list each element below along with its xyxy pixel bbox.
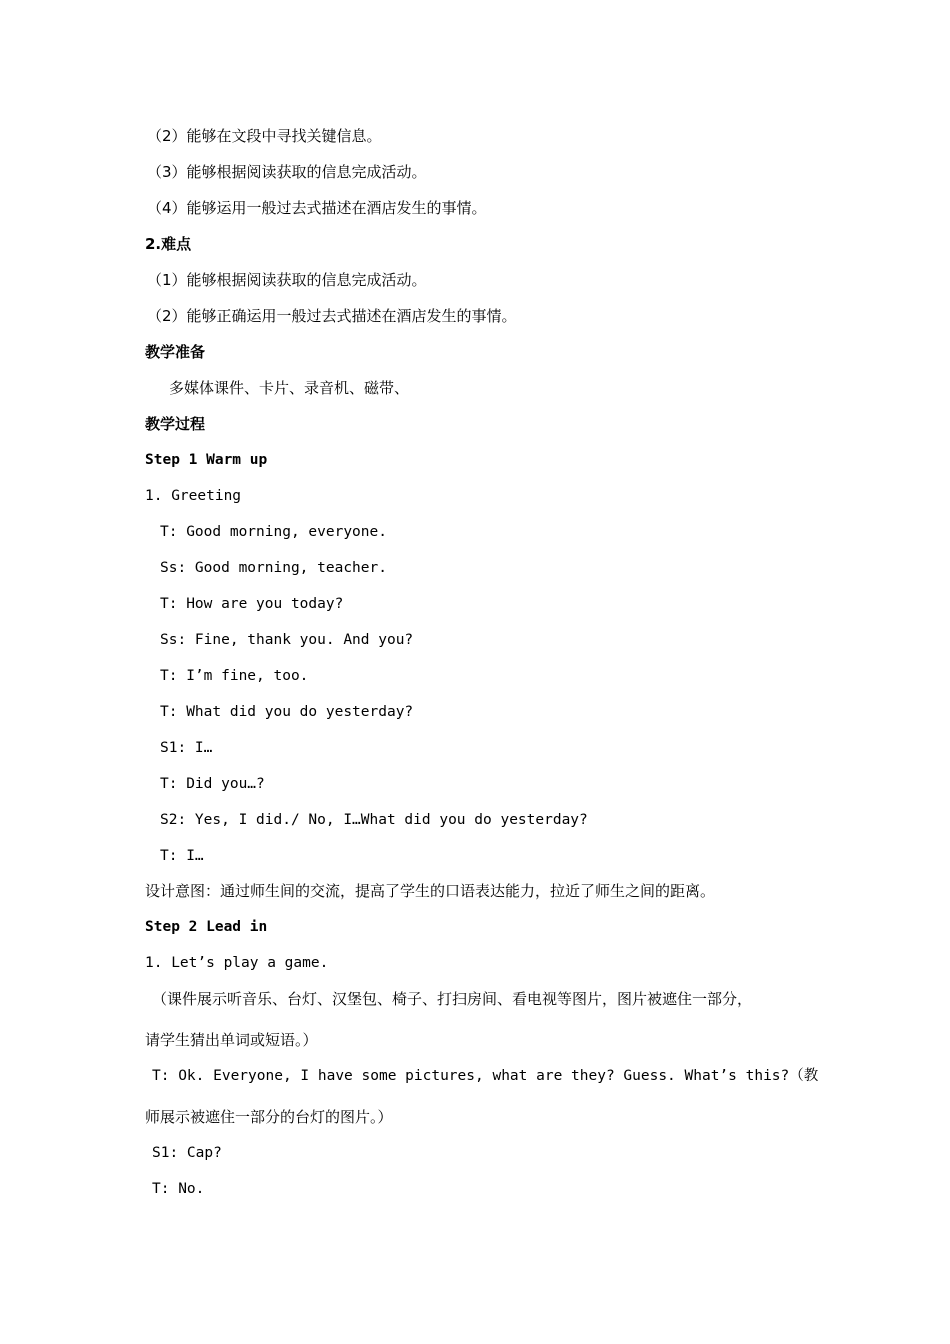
objective-item-4: （4）能够运用一般过去式描述在酒店发生的事情。 [147,199,487,217]
objective-item-2: （2）能够在文段中寻找关键信息。 [147,127,382,145]
objective-item-3: （3）能够根据阅读获取的信息完成活动。 [147,163,427,181]
step2-heading: Step 2 Lead in [145,919,268,935]
teacher-reply: T: No. [152,1181,205,1197]
difficulties-heading: 2.难点 [145,235,192,253]
preparation-heading: 教学准备 [145,343,206,361]
teacher-line-2: 师展示被遮住一部分的台灯的图片。） [145,1108,393,1126]
difficulty-item-1: （1）能够根据阅读获取的信息完成活动。 [147,271,427,289]
dialogue-line: Ss: Good morning, teacher. [160,560,387,576]
step1-heading: Step 1 Warm up [145,452,268,468]
teacher-line-1: T: Ok. Everyone, I have some pictures, what are they? Guess. What’s this?（教 [152,1068,819,1084]
dialogue-line: S1: I… [160,740,213,756]
courseware-note-line-1: （课件展示听音乐、台灯、汉堡包、椅子、打扫房间、看电视等图片，图片被遮住一部分， [152,990,753,1008]
student-answer: S1: Cap? [152,1145,222,1161]
step2-game: 1. Let’s play a game. [145,955,329,971]
dialogue-line: S2: Yes, I did./ No, I…What did you do yesterday? [160,812,588,828]
dialogue-line: T: I… [160,848,204,864]
dialogue-line: T: Good morning, everyone. [160,524,387,540]
design-intent: 设计意图：通过师生间的交流，提高了学生的口语表达能力，拉近了师生之间的距离。 [145,882,716,900]
difficulty-item-2: （2）能够正确运用一般过去式描述在酒店发生的事情。 [147,307,517,325]
dialogue-line: T: I’m fine, too. [160,668,309,684]
courseware-note-line-2: 请学生猜出单词或短语。） [145,1031,318,1049]
dialogue-line: Ss: Fine, thank you. And you? [160,632,414,648]
step1-greeting: 1. Greeting [145,488,242,504]
dialogue-line: T: How are you today? [160,596,344,612]
process-heading: 教学过程 [145,415,206,433]
preparation-content: 多媒体课件、卡片、录音机、磁带、 [169,379,410,397]
dialogue-line: T: Did you…? [160,776,265,792]
dialogue-line: T: What did you do yesterday? [160,704,414,720]
